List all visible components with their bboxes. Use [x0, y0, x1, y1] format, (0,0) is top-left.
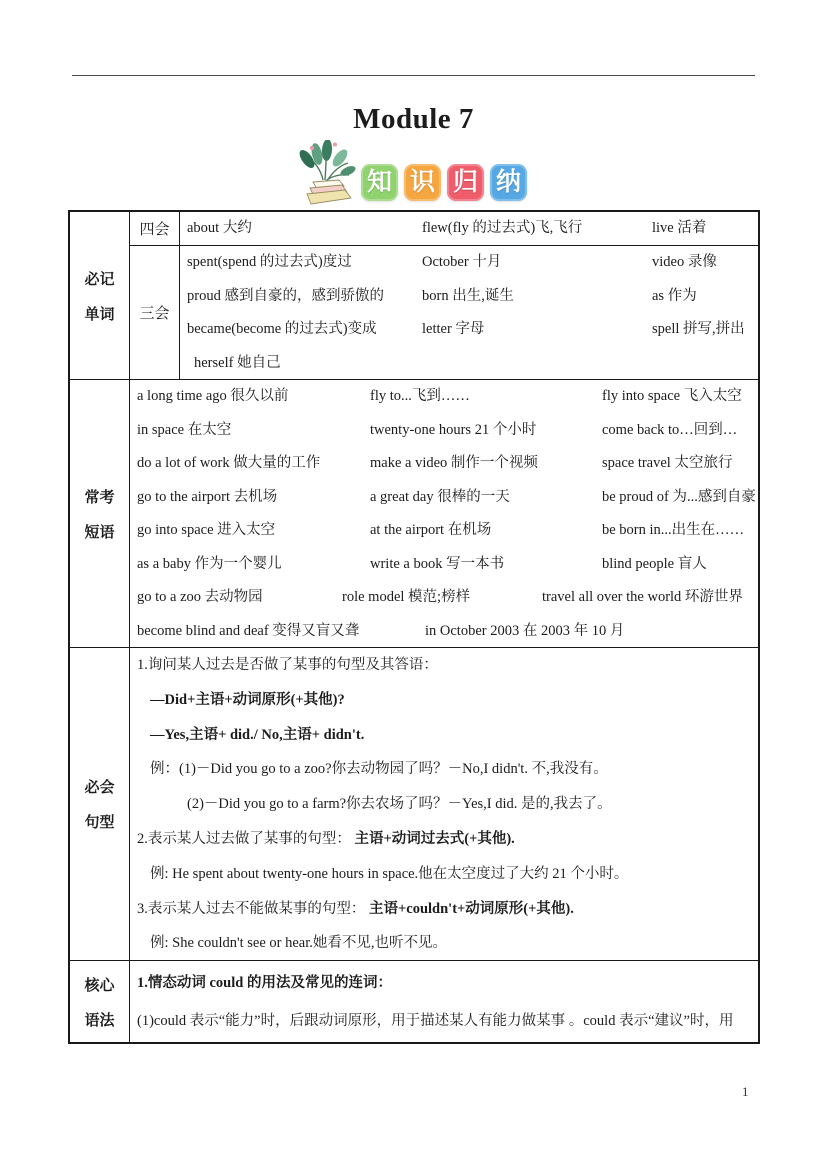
table-entry: fly into space 飞入太空 — [602, 388, 742, 404]
table-line — [130, 683, 758, 718]
table-line — [130, 892, 758, 927]
table-line — [130, 481, 758, 515]
table-entry: space travel 太空旅行 — [602, 455, 733, 471]
section-label-common-phrases — [70, 380, 130, 647]
table-entry: born 出生,诞生 — [422, 287, 514, 304]
table-line — [180, 313, 758, 347]
table-entry: letter 字母 — [422, 321, 485, 337]
table-line — [130, 447, 758, 481]
word-level-label: 三会 — [130, 246, 180, 379]
table-line — [130, 380, 758, 414]
table-entry: in space 在太空 — [137, 421, 232, 438]
table-text: 例：(1)－Did you go to a zoo?你去动物园了吗？－No,I didn't. 不,我没有。 — [150, 761, 608, 778]
section-common-phrases — [70, 379, 758, 647]
badge-char: 识 — [404, 164, 441, 201]
table-entry: proud 感到自豪的，感到骄傲的 — [187, 287, 384, 304]
table-line — [180, 347, 758, 380]
word-list — [180, 246, 758, 379]
badge-characters — [361, 164, 533, 201]
table-entry: spell 拼写,拼出 — [652, 321, 745, 337]
word-row-四会 — [130, 212, 758, 245]
key-sentence-patterns-content — [130, 648, 758, 960]
word-list — [180, 212, 758, 245]
table-line — [180, 212, 758, 245]
table-line — [130, 752, 758, 787]
table-entry: blind people 盲人 — [602, 555, 707, 572]
table-entry: about 大约 — [187, 220, 252, 236]
section-label-line: 必会 — [84, 780, 115, 796]
table-line — [180, 246, 758, 280]
table-line — [130, 822, 758, 857]
section-label-line: 单词 — [84, 306, 115, 323]
cactus-books-icon — [293, 140, 359, 208]
section-label-key-sentence-patterns — [70, 648, 130, 960]
section-label-line: 句型 — [84, 815, 115, 831]
table-line — [130, 718, 758, 753]
section-key-sentence-patterns — [70, 647, 758, 960]
section-core-grammar — [70, 960, 758, 1042]
badge-char: 归 — [447, 164, 484, 201]
badge-char: 知 — [361, 164, 398, 201]
table-entry: video 录像 — [652, 254, 717, 270]
knowledge-table — [68, 210, 760, 1044]
table-text: 例: She couldn't see or hear.她看不见,也听不见。 — [150, 935, 448, 952]
table-text: 主语+动词过去式(+其他). — [354, 830, 515, 847]
core-grammar-content — [130, 961, 758, 1042]
table-entry: as a baby 作为一个婴儿 — [137, 555, 282, 572]
table-entry: be born in...出生在…… — [602, 522, 745, 538]
table-entry: role model 模范;榜样 — [342, 589, 471, 605]
table-line — [130, 648, 758, 683]
table-line — [180, 280, 758, 314]
section-label-line: 核心 — [84, 977, 115, 994]
table-entry: herself 她自己 — [194, 354, 281, 371]
table-entry: do a lot of work 做大量的工作 — [137, 455, 321, 471]
table-entry: travel all over the world 环游世界 — [542, 589, 743, 605]
table-entry: flew(fly 的过去式)飞,飞行 — [422, 220, 583, 236]
table-entry: spent(spend 的过去式)度过 — [187, 254, 352, 270]
table-line — [130, 1002, 758, 1040]
common-phrases-content — [130, 380, 758, 647]
table-entry: at the airport 在机场 — [370, 522, 492, 538]
header-divider — [72, 75, 755, 76]
table-text: 3.表示某人过去不能做某事的句型： — [137, 900, 369, 917]
table-line — [130, 857, 758, 892]
page-number: 1 — [742, 1084, 749, 1099]
table-text: —Yes,主语+ did./ No,主语+ didn't. — [150, 726, 365, 743]
table-line — [130, 926, 758, 960]
section-label-must-remember-words — [70, 212, 130, 379]
table-entry: be proud of 为...感到自豪 — [602, 488, 756, 505]
section-label-line: 必记 — [84, 271, 115, 288]
table-entry: come back to…回到… — [602, 421, 738, 438]
section-label-line: 短语 — [84, 524, 115, 541]
knowledge-badge — [293, 140, 533, 208]
table-entry: October 十月 — [422, 254, 502, 270]
table-entry: live 活着 — [652, 220, 707, 236]
table-entry: make a video 制作一个视频 — [370, 455, 538, 471]
word-row-三会 — [130, 245, 758, 379]
table-entry: a great day 很棒的一天 — [370, 488, 510, 505]
badge-char: 纳 — [490, 164, 527, 201]
table-entry: go to the airport 去机场 — [137, 488, 278, 505]
word-rows — [130, 212, 758, 379]
table-text: 1.情态动词 could 的用法及常见的连词： — [137, 975, 392, 991]
section-label-core-grammar — [70, 961, 130, 1042]
table-text: —Did+主语+动词原形(+其他)? — [150, 691, 345, 708]
table-text: 2.表示某人过去做了某事的句型： — [137, 830, 355, 847]
table-entry: twenty-one hours 21 个小时 — [370, 421, 537, 438]
table-line — [130, 615, 758, 648]
table-line — [130, 548, 758, 582]
table-text: 主语+couldn't+动词原形(+其他). — [369, 900, 574, 917]
table-entry: write a book 写一本书 — [370, 555, 505, 572]
table-text: 1.询问某人过去是否做了某事的句型及其答语： — [137, 657, 438, 673]
section-label-line: 常考 — [84, 489, 115, 506]
table-line — [130, 787, 758, 822]
table-entry: become blind and deaf 变得又盲又聋 — [137, 622, 360, 639]
table-entry: go into space 进入太空 — [137, 522, 276, 538]
word-level-label: 四会 — [130, 212, 180, 245]
table-entry: as 作为 — [652, 287, 697, 304]
page-title: Module 7 — [353, 103, 474, 135]
table-line — [130, 514, 758, 548]
table-text: (2)－Did you go to a farm?你去农场了吗？－Yes,I did. 是的,我去了。 — [187, 796, 612, 813]
table-text: 例: He spent about twenty-one hours in space.他在太空度过了大约 21 个小时。 — [150, 865, 629, 882]
table-entry: in October 2003 在 2003 年 10 月 — [425, 622, 625, 639]
table-entry: fly to...飞到…… — [370, 388, 470, 404]
table-line — [130, 581, 758, 615]
table-entry: became(become 的过去式)变成 — [187, 321, 377, 337]
table-line — [130, 414, 758, 448]
table-text: (1)could 表示“能力”时，后跟动词原形，用于描述某人有能力做某事 。could 表示“建议”时，用 — [137, 1013, 734, 1029]
table-entry: a long time ago 很久以前 — [137, 388, 289, 404]
table-line — [130, 964, 758, 1002]
table-entry: go to a zoo 去动物园 — [137, 589, 263, 605]
section-label-line: 语法 — [84, 1012, 115, 1029]
section-must-remember-words — [70, 212, 758, 379]
